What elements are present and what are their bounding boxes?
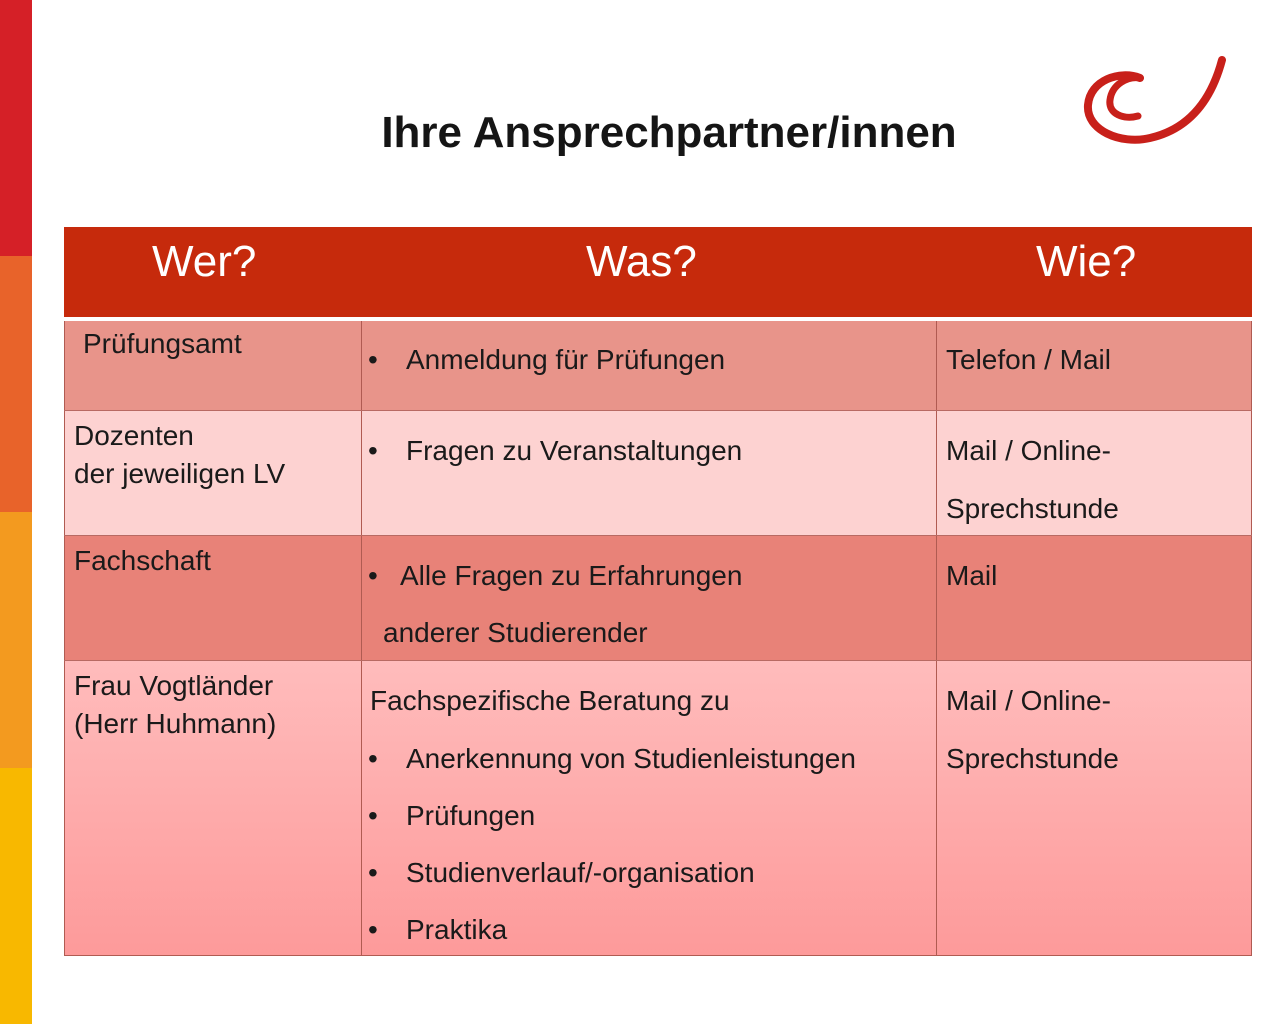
table-row [64,536,1252,661]
cell-who [64,661,362,956]
list-item-continuation: anderer Studierender [383,617,648,648]
header-what: Was? [586,237,697,286]
who-line: Dozenten [74,420,194,451]
cell-how [937,321,1252,411]
how-line: Mail [946,560,998,591]
who-line: Frau Vogtländer [74,670,274,701]
how-line: Sprechstunde [946,743,1119,774]
list-item: • Anerkennung von Studienleistungen [368,740,856,778]
what-intro: Fachspezifische Beratung zu [370,685,730,716]
list-item: • Prüfungen [368,797,535,835]
list-item: • Anmeldung für Prüfungen [368,341,725,379]
who-line: (Herr Huhmann) [74,708,277,739]
cell-what [362,661,937,956]
table-row [64,321,1252,411]
page-title: Ihre Ansprechpartner/innen [381,108,957,157]
cell-how [937,661,1252,956]
list-item: • Praktika [368,911,507,949]
table-row [64,661,1252,956]
bullet-icon: • [368,560,378,591]
how-line: Sprechstunde [946,493,1119,524]
cell-who [64,536,362,661]
swirl-logo-icon [1080,50,1230,160]
side-bar-light-orange [0,512,32,768]
bullet-icon: • [368,743,378,774]
how-line: Mail / Online- [946,435,1111,466]
cell-how [937,536,1252,661]
cell-what [362,411,937,536]
bullet-icon: • [368,857,378,888]
list-item: • Fragen zu Veranstaltungen [368,432,742,470]
who-line: Fachschaft [74,545,211,576]
bullet-icon: • [368,914,378,945]
header-who: Wer? [152,237,257,286]
bullet-icon: • [368,435,378,466]
how-line: Mail / Online- [946,685,1111,716]
side-bar-orange [0,256,32,512]
how-line: Telefon / Mail [946,344,1111,375]
bullet-icon: • [368,800,378,831]
who-line: der jeweiligen LV [74,458,286,489]
list-item: • Studienverlauf/-organisation [368,854,755,892]
table-row [64,411,1252,536]
side-bar-yellow [0,768,32,1024]
table-header [64,227,1252,317]
cell-who [64,321,362,411]
cell-how [937,411,1252,536]
cell-what [362,536,937,661]
cell-who [64,411,362,536]
header-how: Wie? [1036,237,1137,286]
contacts-table [64,227,1252,956]
cell-what [362,321,937,411]
bullet-icon: • [368,344,378,375]
table-bottom-border [64,955,1252,956]
list-item: • Alle Fragen zu Erfahrungen [368,557,742,595]
who-line: Prüfungsamt [83,328,242,359]
